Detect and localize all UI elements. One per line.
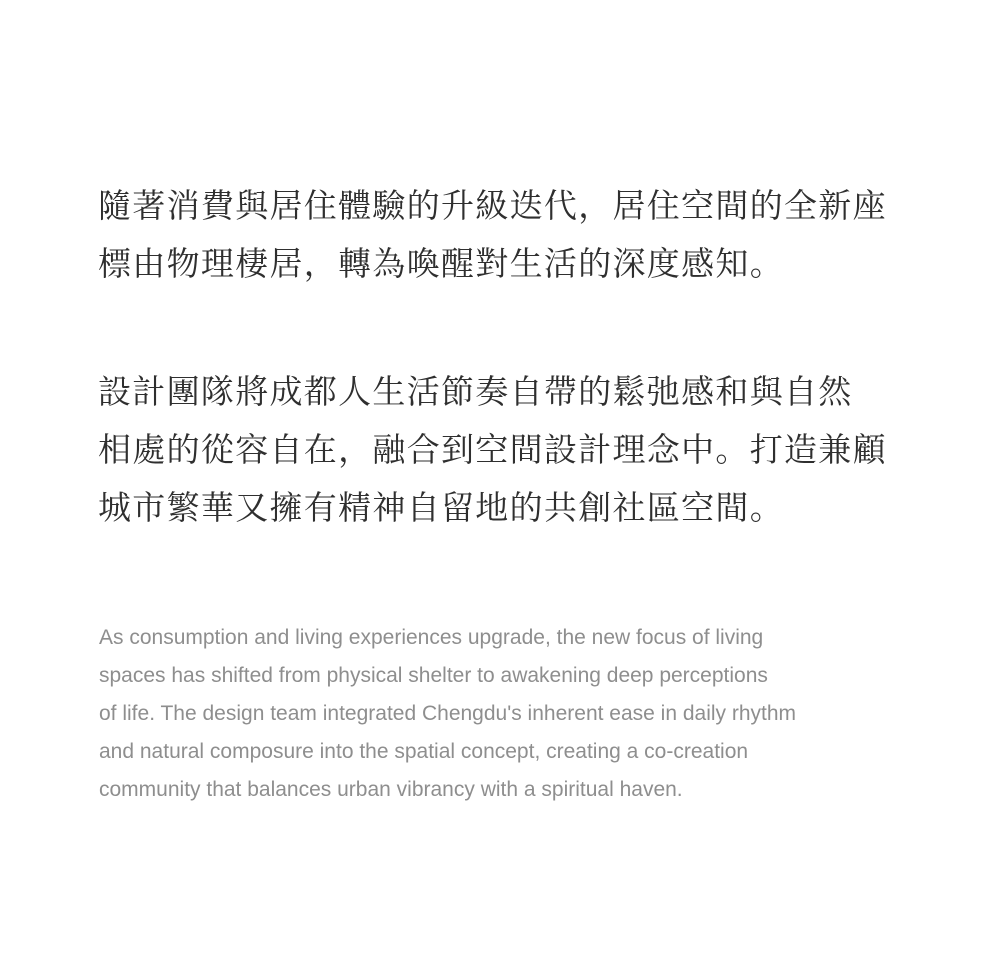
english-paragraph-line-5: community that balances urban vibrancy with a spiritual haven. (99, 778, 683, 801)
chinese-paragraph-2-line-2: 相處的從容自在，融合到空間設計理念中。打造兼顧 (98, 430, 887, 469)
chinese-paragraph-2-line-3: 城市繁華又擁有精神自留地的共創社區空間。 (98, 488, 784, 527)
chinese-paragraph-1-line-2: 標由物理棲居，轉為喚醒對生活的深度感知。 (98, 244, 784, 283)
english-paragraph-line-2: spaces has shifted from physical shelter to awakening deep perceptions (99, 664, 768, 687)
chinese-paragraph-2 (98, 363, 918, 537)
chinese-paragraph-1-line-1: 隨著消費與居住體驗的升級迭代，居住空間的全新座 (98, 186, 887, 225)
english-paragraph (99, 619, 929, 809)
chinese-paragraph-1 (98, 177, 918, 293)
english-paragraph-line-4: and natural composure into the spatial concept, creating a co-creation (99, 740, 749, 763)
english-paragraph-line-3: of life. The design team integrated Chengdu's inherent ease in daily rhythm (99, 702, 797, 725)
english-paragraph-line-1: As consumption and living experiences upgrade, the new focus of living (99, 626, 764, 649)
chinese-paragraph-2-line-1: 設計團隊將成都人生活節奏自帶的鬆弛感和與自然 (98, 372, 853, 411)
